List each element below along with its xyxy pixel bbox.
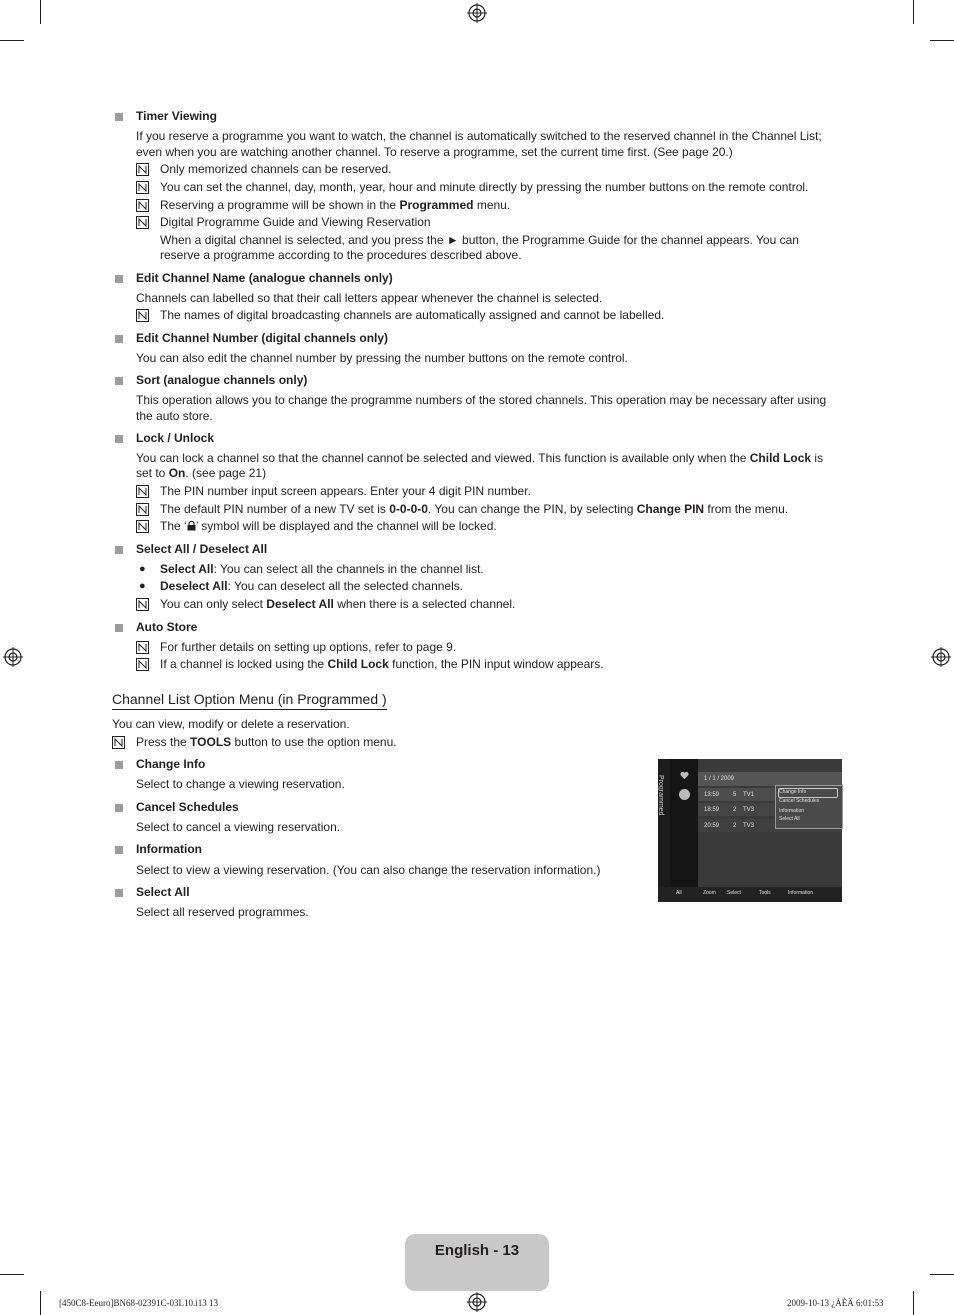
crop-mark xyxy=(0,1274,24,1275)
crop-mark xyxy=(40,0,41,24)
tv-menu-item[interactable]: Information xyxy=(779,808,805,814)
text-run-bold: Select All xyxy=(160,562,214,576)
crop-mark xyxy=(0,40,24,41)
option-description: Select to cancel a viewing reservation. xyxy=(136,820,341,834)
text-run: set to xyxy=(136,466,169,480)
text-run: If a channel is locked using the xyxy=(160,657,328,671)
section-heading: Auto Store xyxy=(136,620,198,634)
square-bullet-icon xyxy=(115,624,123,632)
text-run: : You can select all the channels in the channel list. xyxy=(213,562,484,576)
text-run: The default PIN number of a new TV set is xyxy=(160,502,390,516)
square-bullet-icon xyxy=(115,889,123,897)
square-bullet-icon xyxy=(115,846,123,854)
registration-mark-icon xyxy=(467,3,487,23)
note-icon xyxy=(136,598,149,611)
note-icon xyxy=(136,181,149,194)
text-run: ’ symbol will be displayed and the channel will be locked. xyxy=(195,519,497,533)
text-run-bold: 0-0-0-0 xyxy=(389,502,428,516)
tv-date: 1 / 1 / 2009 xyxy=(704,776,735,782)
text-run: You can lock a channel so that the channel cannot be selected and viewed. This function is available only when the xyxy=(136,451,750,465)
paragraph: When a digital channel is selected, and you press the ► button, the Programme Guide for the channel appears. You can xyxy=(160,233,799,247)
paragraph: This operation allows you to change the programme numbers of the stored channels. This operation may be necessary after using xyxy=(136,393,827,407)
tv-row-channel: 2 xyxy=(733,807,737,813)
section-heading: Timer Viewing xyxy=(136,109,217,123)
text-run: You can only select xyxy=(160,597,267,611)
section-heading: Sort (analogue channels only) xyxy=(136,373,308,387)
text-run: . You can change the PIN, by selecting xyxy=(427,502,637,516)
paragraph: Channels can labelled so that their call letters appear whenever the channel is selected. xyxy=(136,291,603,305)
option-heading: Change Info xyxy=(136,757,206,771)
crop-mark xyxy=(913,1291,914,1315)
tv-row-time: 18:59 xyxy=(704,807,720,813)
note-text: Only memorized channels can be reserved. xyxy=(160,162,392,176)
note-text: For further details on setting up options, refer to page 9. xyxy=(160,640,457,654)
option-description: Select to view a viewing reservation. (You can also change the reservation information.) xyxy=(136,863,601,877)
note-icon xyxy=(136,641,149,654)
note-text xyxy=(160,502,842,517)
note-text: Digital Programme Guide and Viewing Reservation xyxy=(160,215,431,229)
paragraph: even when you are watching another channel. To reserve a programme, set the current time first. (See page 20.) xyxy=(136,145,733,159)
note-icon xyxy=(112,736,125,749)
tv-footer-all: All xyxy=(676,890,682,896)
option-heading: Select All xyxy=(136,885,190,899)
section-title: Channel List Option Menu (in Programmed ) xyxy=(112,690,387,710)
tv-side-label xyxy=(653,775,668,785)
note-icon xyxy=(136,199,149,212)
section-heading: Select All / Deselect All xyxy=(136,542,268,556)
crop-mark xyxy=(40,1291,41,1315)
tv-row-name: TV3 xyxy=(743,823,755,829)
bullet-text xyxy=(160,562,842,577)
note-icon xyxy=(136,520,149,533)
square-bullet-icon xyxy=(115,275,123,283)
paragraph xyxy=(136,466,842,481)
text-run-bold: Change PIN xyxy=(636,502,705,516)
round-bullet-icon: ● xyxy=(139,580,146,592)
print-footer-right: 2009-10-13 ¿ÀÈÄ 6:01:53 xyxy=(787,1298,884,1308)
note-icon xyxy=(136,216,149,229)
note-text xyxy=(160,198,842,213)
square-bullet-icon xyxy=(115,546,123,554)
text-run-bold: On xyxy=(168,466,186,480)
text-run: when there is a selected channel. xyxy=(333,597,516,611)
tv-menu-item[interactable]: Select All xyxy=(779,816,800,822)
text-run: Press the xyxy=(136,735,191,749)
note-text xyxy=(160,519,842,534)
tv-footer xyxy=(658,887,842,902)
square-bullet-icon xyxy=(115,761,123,769)
note-text xyxy=(160,597,842,612)
option-description: Select to change a viewing reservation. xyxy=(136,777,345,791)
square-bullet-icon xyxy=(115,377,123,385)
print-footer-left: [450C8-Eeuro]BN68-02391C-03L10.i13 13 xyxy=(59,1298,218,1308)
tv-row-name: TV3 xyxy=(743,807,755,813)
note-text xyxy=(160,657,842,672)
text-run: . (see page 21) xyxy=(185,466,267,480)
crop-mark xyxy=(930,1274,954,1275)
note-icon xyxy=(136,658,149,671)
round-bullet-icon: ● xyxy=(139,563,146,575)
tv-footer-select: Select xyxy=(727,890,741,896)
paragraph: reserve a programme according to the procedures described above. xyxy=(160,248,522,262)
favorite-heart-icon xyxy=(680,771,689,780)
note-text: You can set the channel, day, month, year, hour and minute directly by pressing the number buttons on the remote control. xyxy=(160,180,809,194)
note-icon xyxy=(136,503,149,516)
tv-screenshot xyxy=(658,759,842,902)
tv-row-time: 20:59 xyxy=(704,823,720,829)
tv-footer-info: Information xyxy=(788,890,814,896)
text-run: menu. xyxy=(473,198,511,212)
text-run: function, the PIN input window appears. xyxy=(388,657,604,671)
text-run: : You can deselect all the selected channels. xyxy=(227,579,464,593)
tv-footer-zoom: Zoom xyxy=(703,890,716,896)
text-run: button to use the option menu. xyxy=(231,735,397,749)
tv-row-time: 13:59 xyxy=(704,792,720,798)
section-heading: Lock / Unlock xyxy=(136,431,215,445)
tv-row-channel: 5 xyxy=(733,792,737,798)
text-run-bold: Child Lock xyxy=(327,657,389,671)
square-bullet-icon xyxy=(115,435,123,443)
registration-mark-icon xyxy=(931,647,951,667)
option-heading: Information xyxy=(136,842,202,856)
text-run: The ‘ xyxy=(160,519,187,533)
note-text: The names of digital broadcasting channels are automatically assigned and cannot be labelled. xyxy=(160,308,665,322)
square-bullet-icon xyxy=(115,335,123,343)
text-run: from the menu. xyxy=(704,502,789,516)
tv-row-name: TV1 xyxy=(743,792,755,798)
page-number: English - 13 xyxy=(434,1242,520,1259)
paragraph: If you reserve a programme you want to watch, the channel is automatically switched to the reserved channel in the Channel List; xyxy=(136,129,822,143)
text-run: is xyxy=(811,451,824,465)
registration-mark-icon xyxy=(3,647,23,667)
text-run: Reserving a programme will be shown in the xyxy=(160,198,400,212)
text-run-bold: Deselect All xyxy=(266,597,334,611)
paragraph: You can view, modify or delete a reservation. xyxy=(112,717,350,731)
paragraph: You can also edit the channel number by pressing the number buttons on the remote control. xyxy=(136,351,628,365)
section-heading: Edit Channel Name (analogue channels only) xyxy=(136,271,393,285)
square-bullet-icon xyxy=(115,113,123,121)
programmed-clock-icon xyxy=(679,789,690,800)
option-description: Select all reserved programmes. xyxy=(136,905,309,919)
crop-mark xyxy=(930,40,954,41)
section-heading: Edit Channel Number (digital channels only) xyxy=(136,331,389,345)
text-run-bold: TOOLS xyxy=(190,735,232,749)
lock-icon xyxy=(187,521,196,531)
text-run-bold: Deselect All xyxy=(160,579,228,593)
text-run-bold: Programmed xyxy=(399,198,474,212)
note-text xyxy=(136,735,397,750)
tv-menu-item[interactable]: Change Info xyxy=(779,789,807,795)
option-heading: Cancel Schedules xyxy=(136,800,239,814)
paragraph: the auto store. xyxy=(136,409,213,423)
paragraph xyxy=(136,451,842,466)
note-icon xyxy=(136,485,149,498)
tv-footer-tools: Tools xyxy=(759,890,771,896)
note-icon xyxy=(136,163,149,176)
text-run-bold: Child Lock xyxy=(749,451,812,465)
tv-row-channel: 2 xyxy=(733,823,737,829)
note-text: The PIN number input screen appears. Enter your 4 digit PIN number. xyxy=(160,484,531,498)
square-bullet-icon xyxy=(115,804,123,812)
crop-mark xyxy=(913,0,914,24)
registration-mark-icon xyxy=(467,1292,487,1312)
tv-menu-item[interactable]: Cancel Schedules xyxy=(779,798,820,804)
note-icon xyxy=(136,309,149,322)
bullet-text xyxy=(160,579,842,594)
